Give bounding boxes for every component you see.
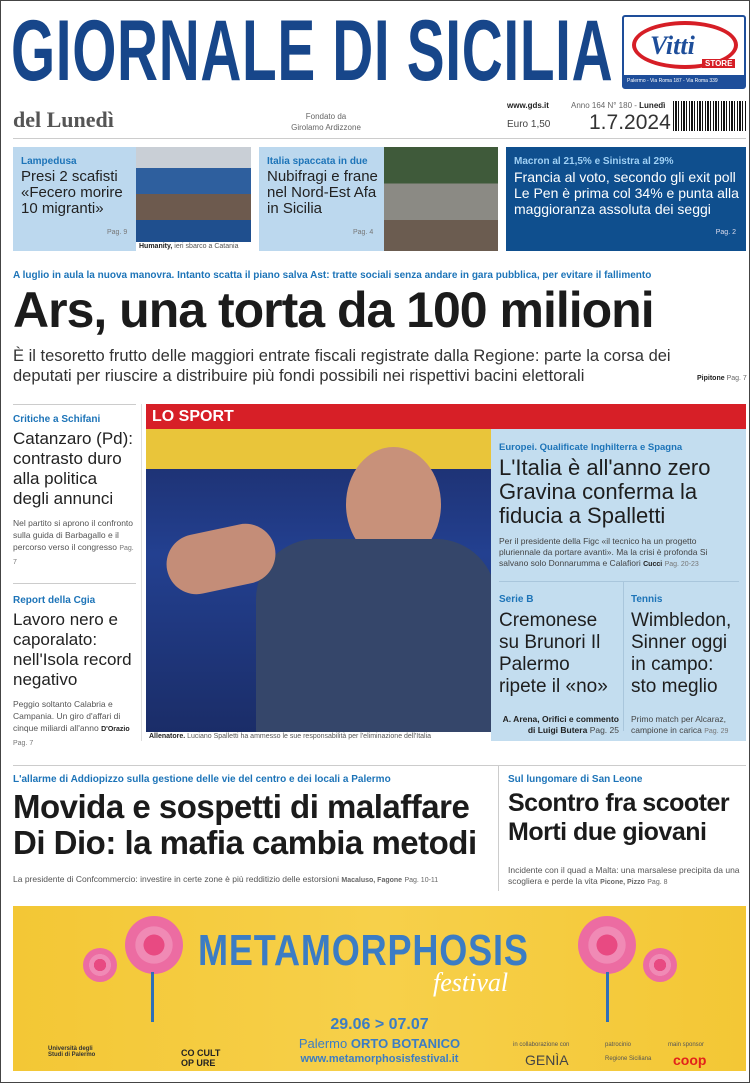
teaser-kicker: Lampedusa: [21, 156, 77, 167]
page-ref: Pag. 29: [704, 728, 729, 735]
author: Pipitone: [697, 375, 725, 382]
ad-title: METAMORPHOSIS: [198, 926, 529, 975]
collab-label: in collaborazione con: [513, 1042, 570, 1048]
ad-venue: [13, 1036, 746, 1051]
article-kicker: Tennis: [631, 594, 663, 605]
ad-venue-name: ORTO BOTANICO: [350, 1036, 461, 1051]
barcode: [673, 101, 746, 131]
teaser-france[interactable]: [506, 147, 746, 251]
bottom-right-headline[interactable]: Scontro fra scooter Morti due giovani: [508, 789, 730, 846]
teaser-headline: Francia al voto, secondo gli exit poll Le Pen è prima col 34% e punta alla maggioranza assoluta dei seggi: [514, 169, 739, 217]
page-ref: Pag. 2: [715, 229, 736, 236]
author: A. Arena, Orifici e commento di Luigi Butera: [502, 714, 619, 735]
lead-summary: È il tesoretto frutto delle maggiori entrate fiscali registrate dalla Regione: parte la corsa dei deputati per riuscire a distribuire più fondi possibili nei rispettivi bacini elettorali: [13, 347, 671, 385]
article-schifani[interactable]: [13, 414, 136, 569]
article-kicker: Europei. Qualificate Inghilterra e Spagna: [499, 442, 683, 453]
article-kicker: Serie B: [499, 594, 534, 605]
article-headline: Lavoro nero e caporalato: nell'Isola record negativo: [13, 610, 132, 689]
article-headline: Catanzaro (Pd): contrasto duro alla politica degli annunci: [13, 429, 133, 508]
page-ref: Pag. 25: [589, 725, 619, 735]
sponsor-label: main sponsor: [668, 1042, 705, 1048]
patron-logo: Regione Siciliana: [605, 1056, 652, 1062]
bottom-right-summary: [508, 865, 746, 888]
lead-headline[interactable]: Ars, una torta da 100 milioni: [13, 282, 654, 338]
article-headline: L'Italia è all'anno zero Gravina conferma la fiducia a Spalletti: [499, 455, 711, 528]
teaser-weather[interactable]: [259, 147, 498, 251]
page-ref: Pag. 7: [726, 375, 747, 382]
article-summary: Incidente con il quad a Malta: una marsalese precipita da una scogliera e perde la vita: [508, 865, 740, 886]
flower-icon: [83, 948, 117, 982]
author: Cucci: [643, 561, 663, 568]
flower-icon: [643, 948, 677, 982]
article-serie-b[interactable]: [499, 594, 619, 736]
article-headline: Wimbledon, Sinner oggi in campo: sto meglio: [631, 610, 732, 697]
page-ref: Pag. 20-23: [664, 561, 699, 568]
article-summary: La presidente di Confcommercio: investire in certe zone è più redditizio delle estorsioni: [13, 874, 340, 884]
ad-url[interactable]: www.metamorphosisfestival.it: [300, 1053, 459, 1065]
page-ref: Pag. 7: [13, 545, 134, 566]
lead-kicker: A luglio in aula la nuova manovra. Intanto scatta il piano salva Ast: tratte sociali senza andare in gara pubblica, per evitare il fallimento: [13, 270, 652, 281]
article-cgia[interactable]: [13, 595, 136, 750]
founder: Girolamo Ardizzone: [291, 123, 361, 132]
page-ref: Pag. 8: [647, 879, 668, 886]
patron-label: patrocinio: [605, 1042, 632, 1048]
article-summary: Primo match per Alcaraz, campione in carica: [631, 714, 726, 735]
vitti-ad[interactable]: [622, 15, 746, 89]
caption-text: ieri sbarco a Catania: [174, 243, 239, 250]
sponsor-logo: coop: [673, 1052, 707, 1068]
teaser-kicker: Macron al 21,5% e Sinistra al 29%: [514, 156, 674, 167]
landslide-photo: [384, 147, 498, 251]
website-link[interactable]: www.gds.it: [507, 101, 549, 110]
flower-icon: [125, 916, 183, 974]
lead-byline: [697, 375, 747, 382]
page-ref: Pag. 4: [353, 229, 374, 236]
article-summary: Per il presidente della Figc «il tecnico ha un progetto pluriennale da portare avanti». Ma la crisi è profonda Si salvano solo Donnarumma e Calafiori: [499, 536, 708, 568]
weekday: Lunedì: [639, 101, 666, 110]
sport-section-header: LO SPORT: [146, 404, 746, 429]
jacket: [256, 539, 491, 739]
article-kicker: Report della Cgia: [13, 595, 96, 606]
founded-label: Fondato da: [305, 112, 347, 121]
teaser-lampedusa[interactable]: [13, 147, 251, 251]
page-ref: Pag. 10-11: [404, 877, 439, 884]
column-divider: [141, 404, 142, 741]
metamorphosis-ad[interactable]: [13, 906, 746, 1071]
bottom-left-headline[interactable]: Movida e sospetti di malaffare Di Dio: la mafia cambia metodi: [13, 788, 477, 861]
caption-bold: Allenatore.: [149, 733, 186, 740]
divider: [13, 765, 746, 766]
spalletti-photo: [146, 429, 491, 741]
vitti-address: Palermo - Via Roma 187 - Via Roma 339: [624, 75, 744, 87]
divider: [499, 581, 739, 582]
issue-info: [571, 101, 665, 110]
issue-date: 1.7.2024: [589, 111, 671, 134]
stem: [606, 972, 609, 1022]
teaser-headline: Nubifragi e frane nel Nord-Est Afa in Sicilia: [267, 168, 378, 217]
author: Picone, Pizzo: [600, 879, 645, 886]
page-ref: Pag. 9: [107, 229, 128, 236]
divider: [13, 583, 136, 584]
sport-panel: [491, 429, 746, 741]
article-headline: Cremonese su Brunori Il Palermo ripete il «no»: [499, 610, 608, 697]
stem: [151, 972, 154, 1022]
partner-unipa: Università degli Studi di Palermo: [48, 1046, 96, 1058]
article-summary: Nel partito si aprono il confronto sulla guida di Barbagallo e il percorso verso il congresso: [13, 518, 134, 552]
divider: [13, 404, 136, 405]
article-italia[interactable]: [499, 442, 739, 570]
collab-logo: GENÌA: [525, 1052, 569, 1068]
author: Macaluso, Fagone: [341, 877, 403, 884]
article-kicker: Critiche a Schifani: [13, 414, 101, 425]
caption-bold: Humanity,: [139, 243, 173, 250]
column-divider: [498, 765, 499, 891]
article-summary: Peggio soltanto Calabria e Campania. Un giro d'affari di cinque miliardi all'anno: [13, 699, 121, 733]
article-tennis[interactable]: [631, 594, 743, 737]
migrants-photo: [136, 147, 251, 251]
partner-cocult: CO CULT OP URE: [181, 1048, 221, 1068]
teaser-kicker: Italia spaccata in due: [267, 156, 368, 167]
divider: [13, 138, 746, 139]
photo-caption: [146, 732, 491, 741]
ad-city: Palermo: [298, 1036, 348, 1051]
caption-text: Luciano Spalletti ha ammesso le sue responsabilità per l'eliminazione dell'Italia: [187, 733, 432, 740]
flower-icon: [578, 916, 636, 974]
author: D'Orazio: [101, 726, 130, 733]
price: Euro 1,50: [507, 119, 551, 130]
ad-subtitle: festival: [433, 968, 509, 997]
bottom-right-kicker: Sul lungomare di San Leone: [508, 774, 643, 785]
edition-label: del Lunedì: [13, 107, 114, 132]
issue-number: Anno 164 N° 180 -: [571, 101, 637, 110]
photo-caption: [136, 242, 251, 251]
teaser-headline: Presi 2 scafisti «Fecero morire 10 migranti»: [21, 168, 123, 217]
vitti-sub: STORE: [702, 59, 735, 68]
divider: [623, 581, 624, 731]
masthead-title[interactable]: GIORNALE DI SICILIA: [11, 3, 614, 99]
page-ref: Pag. 7: [13, 740, 34, 747]
founded-by: [271, 111, 381, 133]
bottom-left-summary: [13, 874, 438, 884]
ad-dates: 29.06 > 07.07: [330, 1016, 429, 1033]
backdrop: [146, 429, 491, 469]
vitti-brand: Vitti: [650, 31, 695, 60]
bottom-left-kicker: L'allarme di Addiopizzo sulla gestione delle vie del centro e dei locali a Palermo: [13, 774, 391, 785]
